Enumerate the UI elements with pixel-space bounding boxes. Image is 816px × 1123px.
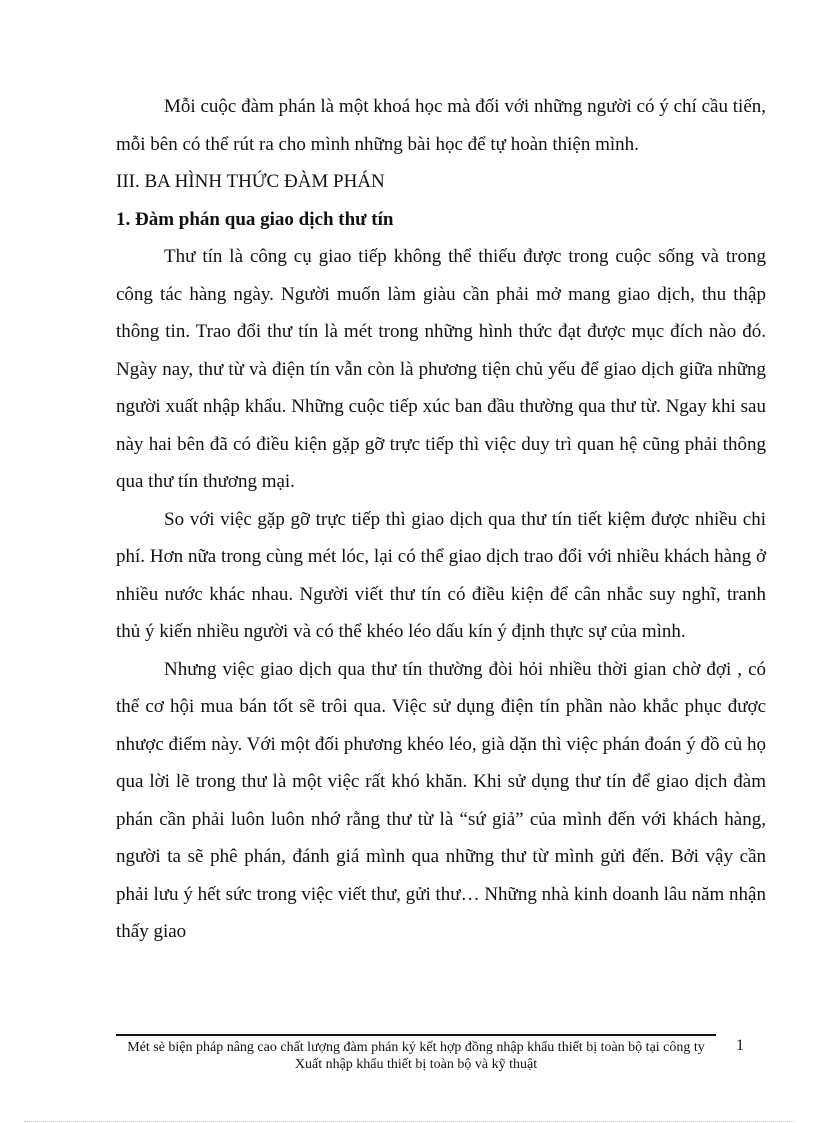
- subsection-heading: 1. Đàm phán qua giao dịch thư tín: [116, 208, 394, 230]
- section-heading: III. BA HÌNH THỨC ĐÀM PHÁN: [116, 171, 385, 192]
- paragraph-comparison: So với việc gặp gỡ trực tiếp thì giao dịch qua thư tín tiết kiệm được nhiều chi phí. Hơn nữa trong cùng mét lóc, lại có thể giao dịch trao đổi với nhiều khách hàng ở nhiều nước khác nhau. Người viết thư tín có điều kiện để cân nhắc suy nghĩ, tranh thủ ý kiến nhiều người và có thể khéo léo dấu kín ý định thực sự của mình.: [116, 508, 766, 642]
- footer-divider: [116, 1034, 716, 1036]
- paragraph-intro: Mỗi cuộc đàm phán là một khoá học mà đối với những người có ý chí cầu tiến, mỗi bên có thể rút ra cho mình những bài học để tự hoàn thiện mình.: [116, 96, 766, 155]
- page-bottom-edge: [24, 1121, 794, 1122]
- paragraph-letters: Thư tín là công cụ giao tiếp không thể thiếu được trong cuộc sống và trong công tác hàng ngày. Người muốn làm giàu cần phải mở mang giao dịch, thu thập thông tin. Trao đổi thư tín là mét trong những hình thức đạt được mục đích nào đó. Ngày nay, thư từ và điện tín vẫn còn là phương tiện chủ yếu để giao dịch giữa những người xuất nhập khẩu. Những cuộc tiếp xúc ban đầu thường qua thư từ. Ngay khi sau này hai bên đã có điều kiện gặp gỡ trực tiếp thì việc duy trì quan hệ cũng phải thông qua thư tín thương mại.: [116, 246, 766, 492]
- page-number: 1: [736, 1037, 744, 1054]
- paragraph-drawbacks: Nhưng việc giao dịch qua thư tín thường đòi hỏi nhiều thời gian chờ đợi , có thể cơ hội mua bán tốt sẽ trôi qua. Việc sử dụng điện tín phần nào khắc phục được nhược điểm này. Với một đối phương khéo léo, già dặn thì việc phán đoán ý đồ củ họ qua lời lẽ trong thư là một việc rất khó khăn. Khi sử dụng thư tín để giao dịch đàm phán cần phải luôn luôn nhớ rằng thư từ là “sứ giả” của mình đến với khách hàng, người ta sẽ phê phán, đánh giá mình qua những thư từ mình gửi đến. Bởi vậy cần phải lưu ý hết sức trong việc viết thư, gửi thư… Những nhà kinh doanh lâu năm nhận thấy giao: [116, 658, 766, 942]
- footer-text: Mét sè biện pháp nâng cao chất lượng đàm phán ký kết hợp đồng nhập khẩu thiết bị toàn bộ tại công ty Xuất nhập khẩu thiết bị toàn bộ và kỹ thuật: [127, 1040, 705, 1072]
- body-text: [116, 88, 766, 951]
